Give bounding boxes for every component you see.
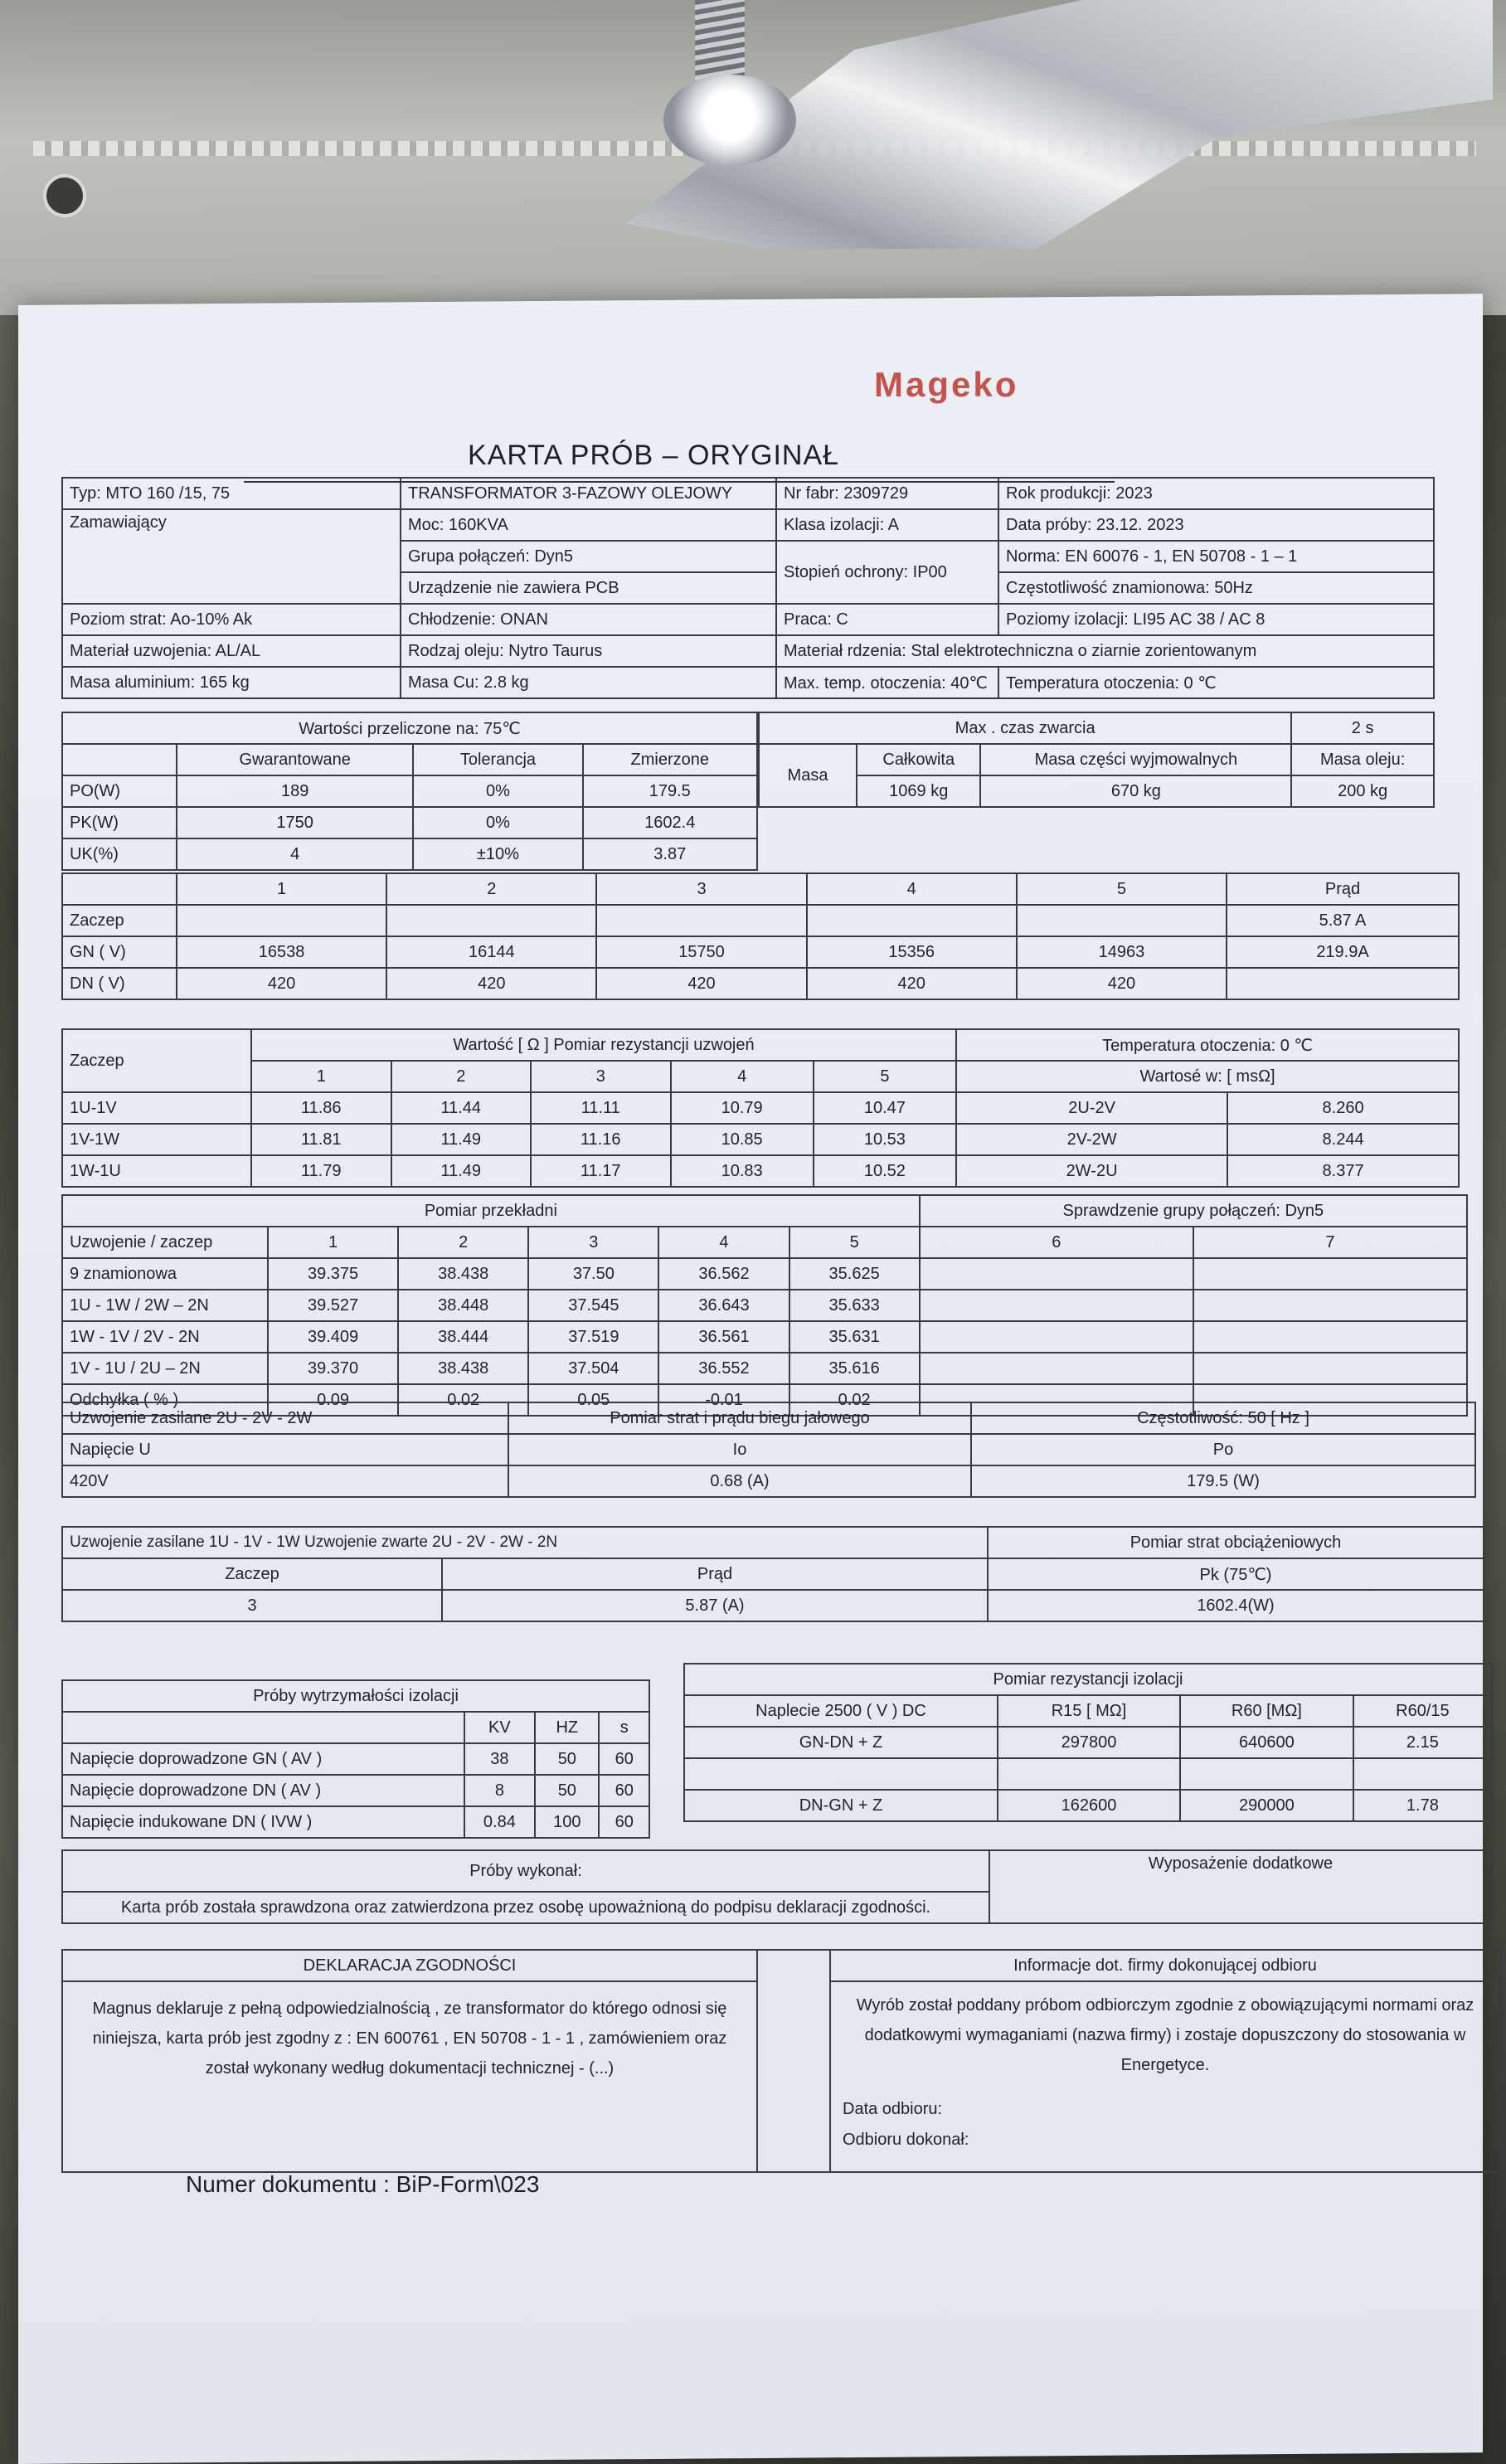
protection-degree: Stopień ochrony: IP00	[776, 541, 998, 604]
losses-col-tolerance: Tolerancja	[413, 744, 582, 775]
resistance-cell: 11.49	[391, 1155, 532, 1187]
resistance-cell: 10.85	[671, 1124, 814, 1155]
resistance-cell: 11.11	[531, 1092, 671, 1124]
ratio-cell: 39.375	[268, 1258, 398, 1290]
customer-cell: Zamawiający	[62, 509, 401, 604]
resistance-cell: 10.83	[671, 1155, 814, 1187]
inspection-text: Wyrób został poddany próbom odbiorczym zgodnie z obowiązującymi normami oraz dodatkowymi wymaganiami (nazwa firmy) i zostaje dopuszczony do stosowania w Energetyce.	[856, 1996, 1474, 2074]
ratio-cell: 36.562	[658, 1258, 789, 1290]
losses-row-label: PK(W)	[62, 807, 177, 838]
ratio-row-label: 1U - 1W / 2W – 2N	[62, 1290, 268, 1321]
resistance-row-label: 1V-1W	[62, 1124, 251, 1155]
insres-col: Naplecie 2500 ( V ) DC	[684, 1695, 998, 1727]
cooling: Chłodzenie: ONAN	[401, 604, 776, 635]
load-prad: 5.87 (A)	[442, 1590, 988, 1621]
resistance-cell: 11.79	[251, 1155, 391, 1187]
ambient-temp: Temperatura otoczenia: 0 ℃	[998, 667, 1434, 698]
ratio-cell	[920, 1290, 1193, 1321]
taps-row-label: GN ( V)	[62, 936, 177, 968]
declaration-title: DEKLARACJA ZGODNOŚCI	[62, 1950, 757, 1981]
losses-cell: 1750	[177, 807, 413, 838]
ratio-head: Uzwojenie / zaczep	[62, 1227, 268, 1258]
taps-cell: 420	[1017, 968, 1227, 999]
resistance-col: 2	[391, 1061, 532, 1092]
taps-row-label: Zaczep	[62, 905, 177, 936]
resistance-col: 3	[531, 1061, 671, 1092]
core-material: Materiał rdzenia: Stal elektrotechniczna o ziarnie zorientowanym	[776, 635, 1434, 667]
resistance-cell: 10.47	[814, 1092, 956, 1124]
losses-cell: 0%	[413, 807, 582, 838]
insulation-row-label: Napięcie doprowadzone DN ( AV )	[62, 1775, 464, 1806]
ratio-cell: 35.616	[789, 1353, 920, 1384]
insulation-corner	[62, 1712, 464, 1743]
ratio-cell: 35.633	[789, 1290, 920, 1321]
power-cell: Moc: 160KVA	[401, 509, 776, 541]
insres-cell: 640600	[1180, 1727, 1353, 1758]
ratio-row-label: 1W - 1V / 2V - 2N	[62, 1321, 268, 1353]
ratio-cell: 35.631	[789, 1321, 920, 1353]
ratio-cell	[1193, 1353, 1467, 1384]
inspection-by: Odbioru dokonał:	[843, 2131, 969, 2149]
mass-col-total: Całkowita	[857, 744, 980, 775]
production-year: Rok produkcji: 2023	[998, 478, 1434, 509]
taps-cell: 219.9A	[1227, 936, 1459, 968]
ratio-cell: 0.02	[789, 1384, 920, 1416]
noload-po-label: Po	[971, 1434, 1475, 1465]
resistance-col: 1	[251, 1061, 391, 1092]
ratio-cell	[920, 1258, 1193, 1290]
insulation-col: KV	[464, 1712, 536, 1743]
ratio-cell: 35.625	[789, 1258, 920, 1290]
ratio-cell: 38.444	[398, 1321, 528, 1353]
taps-head: 2	[386, 873, 596, 905]
noload-io-label: Io	[508, 1434, 971, 1465]
ratio-cell: 36.552	[658, 1353, 789, 1384]
taps-cell	[177, 905, 386, 936]
resistance-cell: 11.44	[391, 1092, 532, 1124]
ratio-head: 5	[789, 1227, 920, 1258]
losses-cell: 179.5	[583, 775, 757, 807]
insres-cell: 290000	[1180, 1790, 1353, 1821]
insulation-cell: 0.84	[464, 1806, 536, 1838]
load-zaczep-label: Zaczep	[62, 1558, 442, 1590]
taps-row-label: DN ( V)	[62, 968, 177, 999]
taps-cell: 14963	[1017, 936, 1227, 968]
duty: Praca: C	[776, 604, 998, 635]
document-title: KARTA PRÓB – ORYGINAŁ	[468, 440, 840, 471]
insulation-cell: 60	[599, 1775, 649, 1806]
losses-row-label: UK(%)	[62, 838, 177, 870]
declaration-text: Magnus deklaruje z pełną odpowiedzialnością , ze transformator do którego odnosi się niniejsza, karta prób jest zgodny z : EN 600761 , EN 50708 - 1 - 1 , zamówieniem oraz został wykonany według dokumentacji technicznej - (...)	[62, 1981, 757, 2172]
header-table	[61, 477, 1435, 699]
losses-cell: 3.87	[583, 838, 757, 870]
resistance-col: 4	[671, 1061, 814, 1092]
taps-cell: 15356	[807, 936, 1017, 968]
losses-cell: ±10%	[413, 838, 582, 870]
taps-cell: 15750	[596, 936, 806, 968]
insulation-row-label: Napięcie doprowadzone GN ( AV )	[62, 1743, 464, 1775]
taps-cell: 16538	[177, 936, 386, 968]
mass-label: Masa	[759, 744, 857, 807]
losses-cell: 189	[177, 775, 413, 807]
ratio-cell: 38.438	[398, 1258, 528, 1290]
ratio-cell: 37.545	[528, 1290, 658, 1321]
resistance-phase-value: 8.260	[1227, 1092, 1459, 1124]
short-circuit-value: 2 s	[1291, 712, 1434, 744]
washer	[663, 75, 796, 166]
insres-cell	[998, 1758, 1180, 1790]
test-date: Data próby: 23.12. 2023	[998, 509, 1434, 541]
type-cell: Typ: MTO 160 /15, 75	[62, 478, 401, 509]
insres-cell	[1353, 1758, 1492, 1790]
ratio-cell: 0.02	[398, 1384, 528, 1416]
transformer-type: TRANSFORMATOR 3-FAZOWY OLEJOWY	[401, 478, 776, 509]
inspection-cell	[830, 1981, 1500, 2172]
extra-equipment: Wyposażenie dodatkowe	[989, 1850, 1492, 1923]
ratio-cell: 39.370	[268, 1353, 398, 1384]
taps-head: 1	[177, 873, 386, 905]
losses-col-guaranteed: Gwarantowane	[177, 744, 413, 775]
insres-title: Pomiar rezystancji izolacji	[684, 1664, 1492, 1695]
ratio-cell	[920, 1321, 1193, 1353]
ratio-title: Pomiar przekładni	[62, 1195, 920, 1227]
resistance-cell: 11.81	[251, 1124, 391, 1155]
insulation-cell: 50	[535, 1743, 599, 1775]
ratio-cell	[920, 1353, 1193, 1384]
resistance-cell: 10.52	[814, 1155, 956, 1187]
pcb-note: Urządzenie nie zawiera PCB	[401, 572, 776, 604]
taps-cell: 420	[596, 968, 806, 999]
resistance-cell: 11.49	[391, 1124, 532, 1155]
insulation-col: HZ	[535, 1712, 599, 1743]
winding-material: Materiał uzwojenia: AL/AL	[62, 635, 401, 667]
noload-frequency: Częstotliwość: 50 [ Hz ]	[971, 1402, 1475, 1434]
load-prad-label: Prąd	[442, 1558, 988, 1590]
ratio-cell: 39.409	[268, 1321, 398, 1353]
losses-corner	[62, 744, 177, 775]
mass-removable: 670 kg	[980, 775, 1291, 807]
ratio-cell	[1193, 1290, 1467, 1321]
insulation-row-label: Napięcie indukowane DN ( IVW )	[62, 1806, 464, 1838]
resistance-phase-value: 8.377	[1227, 1155, 1459, 1187]
losses-col-measured: Zmierzone	[583, 744, 757, 775]
taps-cell: 420	[386, 968, 596, 999]
losses-cell: 1602.4	[583, 807, 757, 838]
loss-level: Poziom strat: Ao-10% Ak	[62, 604, 401, 635]
noload-voltage-label: Napięcie U	[62, 1434, 508, 1465]
insulation-class: Klasa izolacji: A	[776, 509, 998, 541]
brand-logo: Mageko	[874, 365, 1019, 404]
insres-cell: 297800	[998, 1727, 1180, 1758]
mass-total: 1069 kg	[857, 775, 980, 807]
ratio-cell: 37.504	[528, 1353, 658, 1384]
taps-cell	[1017, 905, 1227, 936]
insulation-title: Próby wytrzymałości izolacji	[62, 1680, 649, 1712]
taps-corner	[62, 873, 177, 905]
noload-io: 0.68 (A)	[508, 1465, 971, 1497]
max-ambient-temp: Max. temp. otoczenia: 40℃	[776, 667, 998, 698]
insulation-cell: 50	[535, 1775, 599, 1806]
resistance-col: 5	[814, 1061, 956, 1092]
insres-cell	[1180, 1758, 1353, 1790]
resistance-temp: Temperatura otoczenia: 0 ℃	[956, 1029, 1459, 1061]
ratio-row-label: Odchyłka ( % )	[62, 1384, 268, 1416]
losses-caption: Wartości przeliczone na: 75℃	[62, 712, 757, 744]
resistance-phase: 2W-2U	[956, 1155, 1227, 1187]
aluminium-mass: Masa aluminium: 165 kg	[62, 667, 401, 698]
insulation-cell: 60	[599, 1743, 649, 1775]
taps-head: 5	[1017, 873, 1227, 905]
ratio-cell: 0.09	[268, 1384, 398, 1416]
taps-head: 4	[807, 873, 1017, 905]
insres-row-label	[684, 1758, 998, 1790]
declaration-gap	[757, 1950, 830, 2172]
insulation-levels: Poziomy izolacji: LI95 AC 38 / AC 8	[998, 604, 1434, 635]
ratio-head: 1	[268, 1227, 398, 1258]
ratio-row-label: 9 znamionowa	[62, 1258, 268, 1290]
mass-col-oil: Masa oleju:	[1291, 744, 1434, 775]
load-table	[61, 1526, 1484, 1622]
load-pk: 1602.4(W)	[988, 1590, 1484, 1621]
short-circuit-label: Max . czas zwarcia	[759, 712, 1291, 744]
noload-table	[61, 1402, 1476, 1498]
taps-head: Prąd	[1227, 873, 1459, 905]
taps-cell	[1227, 968, 1459, 999]
ratio-head: 4	[658, 1227, 789, 1258]
document-number: Numer dokumentu : BiP-Form\023	[186, 2171, 540, 2197]
losses-cell: 0%	[413, 775, 582, 807]
taps-head: 3	[596, 873, 806, 905]
declaration-table	[61, 1949, 1501, 2173]
factory-number: Nr fabr: 2309729	[776, 478, 998, 509]
insres-col: R60/15	[1353, 1695, 1492, 1727]
ratio-cell: -0.01	[658, 1384, 789, 1416]
losses-table	[61, 712, 758, 871]
insres-cell: 162600	[998, 1790, 1180, 1821]
inspection-title: Informacje dot. firmy dokonującej odbioru	[830, 1950, 1500, 1981]
load-zaczep: 3	[62, 1590, 442, 1621]
ratio-head: 2	[398, 1227, 528, 1258]
resistance-phase-value: 8.244	[1227, 1124, 1459, 1155]
taps-cell	[386, 905, 596, 936]
oil-type: Rodzaj oleju: Nytro Taurus	[401, 635, 776, 667]
resistance-table	[61, 1028, 1460, 1188]
insres-cell: 2.15	[1353, 1727, 1492, 1758]
resistance-w-label: Wartosé w: [ msΩ]	[956, 1061, 1459, 1092]
insulation-cell: 38	[464, 1743, 536, 1775]
resistance-title: Wartość [ Ω ] Pomiar rezystancji uzwojeń	[251, 1029, 956, 1061]
taps-cell: 420	[807, 968, 1017, 999]
ratio-cell	[1193, 1258, 1467, 1290]
load-pk-label: Pk (75℃)	[988, 1558, 1484, 1590]
ratio-row-label: 1V - 1U / 2U – 2N	[62, 1353, 268, 1384]
mass-col-removable: Masa części wyjmowalnych	[980, 744, 1291, 775]
taps-cell: 420	[177, 968, 386, 999]
resistance-cell: 10.79	[671, 1092, 814, 1124]
ratio-cell: 0.05	[528, 1384, 658, 1416]
insulation-cell: 100	[535, 1806, 599, 1838]
inspection-date: Data odbioru:	[843, 2100, 943, 2118]
taps-cell: 16144	[386, 936, 596, 968]
noload-po: 179.5 (W)	[971, 1465, 1475, 1497]
ratio-cell: 36.561	[658, 1321, 789, 1353]
taps-cell: 5.87 A	[1227, 905, 1459, 936]
insulation-cell: 8	[464, 1775, 536, 1806]
insulation-resistance-table	[683, 1663, 1493, 1822]
copper-mass: Masa Cu: 2.8 kg	[401, 667, 776, 698]
resistance-phase: 2V-2W	[956, 1124, 1227, 1155]
load-title: Pomiar strat obciążeniowych	[988, 1527, 1484, 1558]
insres-col: R60 [MΩ]	[1180, 1695, 1353, 1727]
insres-col: R15 [ MΩ]	[998, 1695, 1180, 1727]
ratio-cell: 36.643	[658, 1290, 789, 1321]
ratio-head: 6	[920, 1227, 1193, 1258]
noload-title: Pomiar strat i prądu biegu jałowego	[508, 1402, 971, 1434]
taps-table	[61, 872, 1460, 1000]
ratio-cell: 38.438	[398, 1353, 528, 1384]
load-windings: Uzwojenie zasilane 1U - 1V - 1W Uzwojenie zwarte 2U - 2V - 2W - 2N	[62, 1527, 988, 1558]
ratio-cell: 38.448	[398, 1290, 528, 1321]
mass-table	[758, 712, 1435, 808]
performed-note: Karta prób została sprawdzona oraz zatwierdzona przez osobę upoważnioną do podpisu deklaracji zgodności.	[62, 1892, 989, 1923]
ratio-cell: 39.527	[268, 1290, 398, 1321]
performed-table	[61, 1849, 1493, 1924]
ratio-table	[61, 1194, 1468, 1417]
taps-cell	[807, 905, 1017, 936]
resistance-cell: 11.86	[251, 1092, 391, 1124]
insulation-col: s	[599, 1712, 649, 1743]
rated-frequency: Częstotliwość znamionowa: 50Hz	[998, 572, 1434, 604]
resistance-zaczep: Zaczep	[62, 1029, 251, 1092]
performed-label: Próby wykonał:	[62, 1850, 989, 1892]
taps-cell	[596, 905, 806, 936]
sleeve-hole	[43, 174, 86, 217]
insulation-cell: 60	[599, 1806, 649, 1838]
insulation-strength-table	[61, 1679, 650, 1839]
resistance-cell: 11.16	[531, 1124, 671, 1155]
ratio-head: 7	[1193, 1227, 1467, 1258]
ratio-head: 3	[528, 1227, 658, 1258]
resistance-row-label: 1W-1U	[62, 1155, 251, 1187]
ratio-cell: 37.50	[528, 1258, 658, 1290]
resistance-phase: 2U-2V	[956, 1092, 1227, 1124]
noload-winding: Uzwojenie zasilane 2U - 2V - 2W	[62, 1402, 508, 1434]
resistance-cell: 10.53	[814, 1124, 956, 1155]
insres-cell: 1.78	[1353, 1790, 1492, 1821]
noload-voltage: 420V	[62, 1465, 508, 1497]
losses-row-label: PO(W)	[62, 775, 177, 807]
insres-row-label: DN-GN + Z	[684, 1790, 998, 1821]
insres-row-label: GN-DN + Z	[684, 1727, 998, 1758]
vector-group: Grupa połączeń: Dyn5	[401, 541, 776, 572]
resistance-cell: 11.17	[531, 1155, 671, 1187]
group-check: Sprawdzenie grupy połączeń: Dyn5	[920, 1195, 1467, 1227]
standard: Norma: EN 60076 - 1, EN 50708 - 1 – 1	[998, 541, 1434, 572]
losses-cell: 4	[177, 838, 413, 870]
resistance-row-label: 1U-1V	[62, 1092, 251, 1124]
mass-oil: 200 kg	[1291, 775, 1434, 807]
ratio-cell: 37.519	[528, 1321, 658, 1353]
ratio-cell	[1193, 1321, 1467, 1353]
